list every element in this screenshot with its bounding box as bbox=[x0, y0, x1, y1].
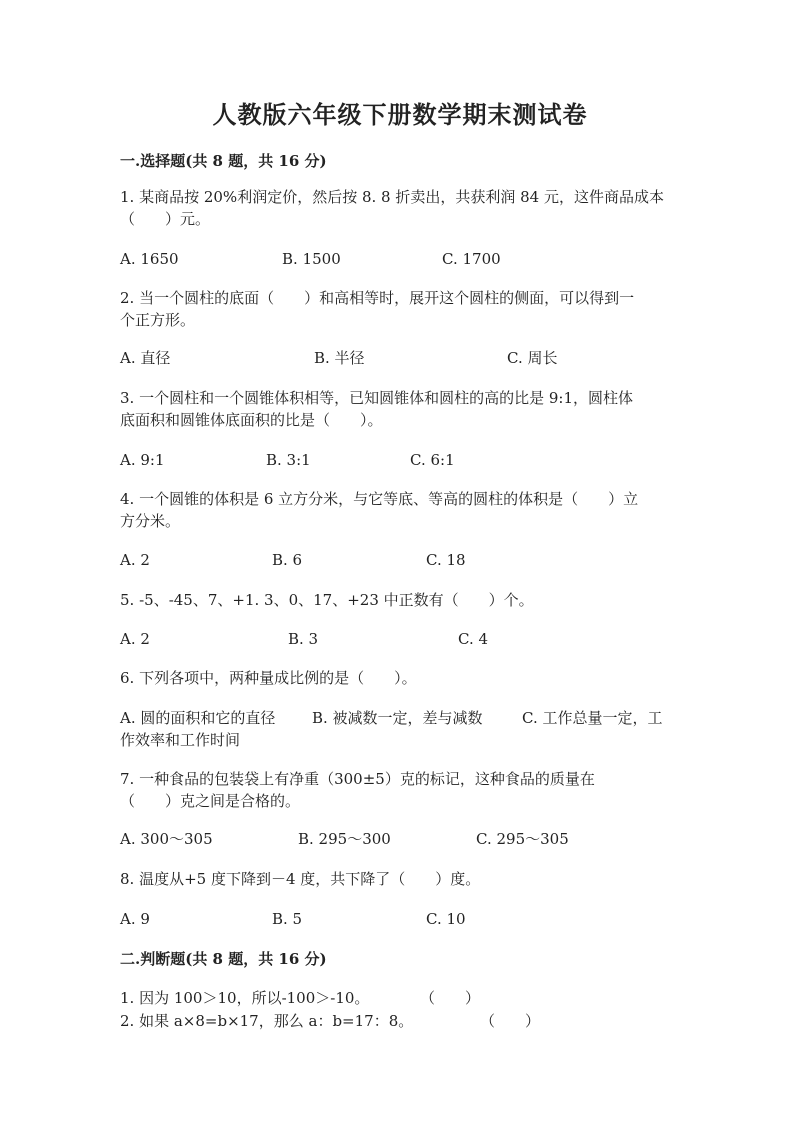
option-c: C. 10 bbox=[426, 910, 466, 928]
judgement-2-answer-blank: （ ） bbox=[480, 1012, 541, 1030]
option-b: B. 1500 bbox=[282, 250, 341, 268]
option-c: C. 4 bbox=[458, 630, 489, 648]
question-4-line1: 4. 一个圆锥的体积是 6 立方分米，与它等底、等高的圆柱的体积是（ ）立 bbox=[120, 490, 639, 508]
option-b: B. 被减数一定，差与减数 bbox=[312, 709, 483, 727]
option-b: B. 3 bbox=[288, 630, 319, 648]
question-2 bbox=[120, 287, 680, 331]
judgement-2: 2. 如果 a×8=b×17，那么 a：b=17：8。 bbox=[120, 1012, 414, 1030]
option-c: C. 18 bbox=[426, 551, 466, 569]
question-1-line1: 1. 某商品按 20%利润定价，然后按 8. 8 折卖出，共获利润 84 元，这件商品成本 bbox=[120, 188, 664, 206]
option-b: B. 半径 bbox=[314, 349, 365, 367]
page-title: 人教版六年级下册数学期末测试卷 bbox=[212, 100, 588, 129]
option-a: A. 圆的面积和它的直径 bbox=[120, 709, 276, 727]
question-3-line1: 3. 一个圆柱和一个圆锥体积相等，已知圆锥体和圆柱的高的比是 9:1，圆柱体 bbox=[120, 389, 633, 407]
question-2-line2: 个正方形。 bbox=[120, 311, 196, 329]
section-heading-choice: 一.选择题(共 8 题，共 16 分) bbox=[120, 152, 327, 170]
question-1 bbox=[120, 186, 680, 230]
question-8-line1: 8. 温度从+5 度下降到－4 度，共下降了（ ）度。 bbox=[120, 870, 481, 888]
question-1-line2: （ ）元。 bbox=[120, 210, 211, 228]
section-heading-true-false: 二.判断题(共 8 题，共 16 分) bbox=[120, 950, 327, 968]
option-a: A. 2 bbox=[120, 551, 150, 569]
option-a: A. 9:1 bbox=[120, 451, 165, 469]
option-c-wrap: 作效率和工作时间 bbox=[120, 731, 241, 749]
option-c: C. 295～305 bbox=[476, 830, 569, 848]
option-a: A. 300～305 bbox=[120, 830, 213, 848]
question-2-line1: 2. 当一个圆柱的底面（ ）和高相等时，展开这个圆柱的侧面，可以得到一 bbox=[120, 289, 635, 307]
question-4-line2: 方分米。 bbox=[120, 512, 181, 530]
question-8 bbox=[120, 868, 680, 890]
option-b: B. 3:1 bbox=[266, 451, 311, 469]
question-4 bbox=[120, 488, 680, 532]
question-3-line2: 底面积和圆锥体底面积的比是（ ）。 bbox=[120, 411, 383, 429]
question-6-line1: 6. 下列各项中，两种量成比例的是（ ）。 bbox=[120, 669, 417, 687]
option-b: B. 295～300 bbox=[298, 830, 391, 848]
question-7 bbox=[120, 768, 680, 812]
option-b: B. 6 bbox=[272, 551, 303, 569]
question-5-line1: 5. -5、-45、7、+1. 3、0、17、+23 中正数有（ ）个。 bbox=[120, 591, 534, 609]
judgement-1-answer-blank: （ ） bbox=[420, 989, 481, 1007]
option-c: C. 周长 bbox=[507, 349, 558, 367]
judgement-1: 1. 因为 100＞10，所以-100＞-10。 bbox=[120, 989, 370, 1007]
option-c: C. 1700 bbox=[442, 250, 501, 268]
question-5 bbox=[120, 589, 680, 611]
option-b: B. 5 bbox=[272, 910, 303, 928]
question-6 bbox=[120, 667, 680, 689]
option-a: A. 1650 bbox=[120, 250, 179, 268]
question-7-line2: （ ）克之间是合格的。 bbox=[120, 792, 301, 810]
option-a: A. 直径 bbox=[120, 349, 171, 367]
option-c: C. 工作总量一定，工 bbox=[522, 709, 663, 727]
question-3 bbox=[120, 387, 680, 431]
option-a: A. 9 bbox=[120, 910, 150, 928]
question-7-line1: 7. 一种食品的包装袋上有净重（300±5）克的标记，这种食品的质量在 bbox=[120, 770, 595, 788]
option-a: A. 2 bbox=[120, 630, 150, 648]
option-c: C. 6:1 bbox=[410, 451, 455, 469]
